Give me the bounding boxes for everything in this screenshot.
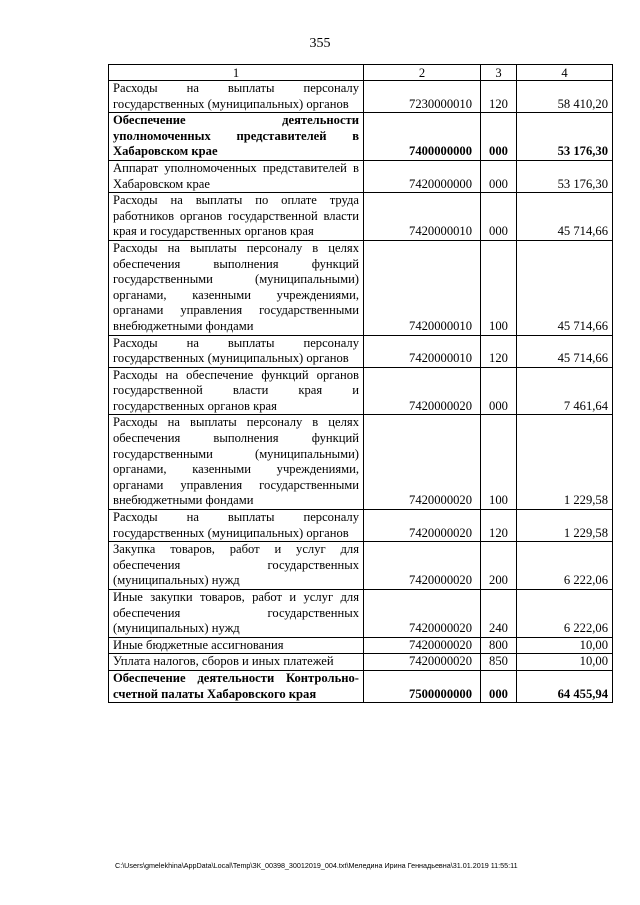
table-row (109, 670, 613, 702)
expense-type-cell: 100 (481, 240, 517, 335)
amount-cell: 58 410,20 (517, 81, 613, 113)
target-code-cell: 7420000020 (364, 367, 481, 415)
expense-type-cell: 800 (481, 637, 517, 654)
table-header-row (109, 65, 613, 81)
file-path-footer: C:\Users\gmelekhina\AppData\Local\Temp\ЗК_00398_30012019_004.txt\Меледина Ирина Геннадьевна\31.01.2019 11:55:11 (115, 861, 518, 870)
header-col-2: 2 (364, 65, 481, 81)
expense-name-cell: Расходы на выплаты персоналу в целях обеспечения выполнения функций государственными (муниципальными) органами, казенными учреждениями, органами управления государственными внебюджетными фондами (109, 240, 364, 335)
expense-type-cell: 000 (481, 193, 517, 241)
expense-type-cell: 120 (481, 510, 517, 542)
target-code-cell: 7420000010 (364, 193, 481, 241)
amount-cell: 64 455,94 (517, 670, 613, 702)
expense-name-cell: Закупка товаров, работ и услуг для обеспечения государственных (муниципальных) нужд (109, 542, 364, 590)
expense-name-cell: Расходы на обеспечение функций органов государственной власти края и государственных органов края (109, 367, 364, 415)
amount-cell: 45 714,66 (517, 193, 613, 241)
header-col-4: 4 (517, 65, 613, 81)
amount-cell: 45 714,66 (517, 335, 613, 367)
table-row (109, 637, 613, 654)
header-col-3: 3 (481, 65, 517, 81)
expense-name-cell: Иные закупки товаров, работ и услуг для обеспечения государственных (муниципальных) нужд (109, 590, 364, 638)
table-row (109, 160, 613, 192)
amount-cell: 53 176,30 (517, 113, 613, 161)
expense-name-cell: Аппарат уполномоченных представителей в Хабаровском крае (109, 160, 364, 192)
target-code-cell: 7420000020 (364, 637, 481, 654)
table-row (109, 367, 613, 415)
amount-cell: 1 229,58 (517, 510, 613, 542)
header-col-1: 1 (109, 65, 364, 81)
amount-cell: 6 222,06 (517, 590, 613, 638)
expense-type-cell: 200 (481, 542, 517, 590)
target-code-cell: 7420000010 (364, 335, 481, 367)
expense-name-cell: Расходы на выплаты персоналу государственных (муниципальных) органов (109, 510, 364, 542)
amount-cell: 6 222,06 (517, 542, 613, 590)
amount-cell: 10,00 (517, 654, 613, 671)
expense-name-cell: Уплата налогов, сборов и иных платежей (109, 654, 364, 671)
target-code-cell: 7420000020 (364, 510, 481, 542)
target-code-cell: 7420000020 (364, 415, 481, 510)
table-row (109, 654, 613, 671)
amount-cell: 45 714,66 (517, 240, 613, 335)
amount-cell: 53 176,30 (517, 160, 613, 192)
table-row (109, 542, 613, 590)
expense-type-cell: 120 (481, 335, 517, 367)
expense-name-cell: Расходы на выплаты персоналу в целях обеспечения выполнения функций государственными (муниципальными) органами, казенными учреждениями, органами управления государственными внебюджетными фондами (109, 415, 364, 510)
expense-type-cell: 000 (481, 367, 517, 415)
expense-name-cell: Обеспечение деятельности уполномоченных представителей в Хабаровском крае (109, 113, 364, 161)
target-code-cell: 7420000020 (364, 590, 481, 638)
expense-type-cell: 100 (481, 415, 517, 510)
table-row (109, 113, 613, 161)
table-row (109, 510, 613, 542)
expense-name-cell: Расходы на выплаты персоналу государственных (муниципальных) органов (109, 335, 364, 367)
table-row (109, 81, 613, 113)
target-code-cell: 7420000000 (364, 160, 481, 192)
expense-name-cell: Обеспечение деятельности Контрольно-счетной палаты Хабаровского края (109, 670, 364, 702)
expense-type-cell: 000 (481, 113, 517, 161)
expense-name-cell: Иные бюджетные ассигнования (109, 637, 364, 654)
expense-type-cell: 120 (481, 81, 517, 113)
expense-name-cell: Расходы на выплаты по оплате труда работников органов государственной власти края и государственных органов края (109, 193, 364, 241)
target-code-cell: 7420000010 (364, 240, 481, 335)
table-row (109, 193, 613, 241)
table-row (109, 590, 613, 638)
target-code-cell: 7500000000 (364, 670, 481, 702)
expense-type-cell: 850 (481, 654, 517, 671)
page-number: 355 (309, 36, 331, 51)
budget-table (108, 64, 613, 703)
expense-type-cell: 000 (481, 670, 517, 702)
table-row (109, 335, 613, 367)
target-code-cell: 7420000020 (364, 654, 481, 671)
amount-cell: 7 461,64 (517, 367, 613, 415)
table-row (109, 240, 613, 335)
expense-type-cell: 240 (481, 590, 517, 638)
table-row (109, 415, 613, 510)
target-code-cell: 7230000010 (364, 81, 481, 113)
expense-name-cell: Расходы на выплаты персоналу государственных (муниципальных) органов (109, 81, 364, 113)
amount-cell: 1 229,58 (517, 415, 613, 510)
target-code-cell: 7400000000 (364, 113, 481, 161)
expense-type-cell: 000 (481, 160, 517, 192)
amount-cell: 10,00 (517, 637, 613, 654)
target-code-cell: 7420000020 (364, 542, 481, 590)
